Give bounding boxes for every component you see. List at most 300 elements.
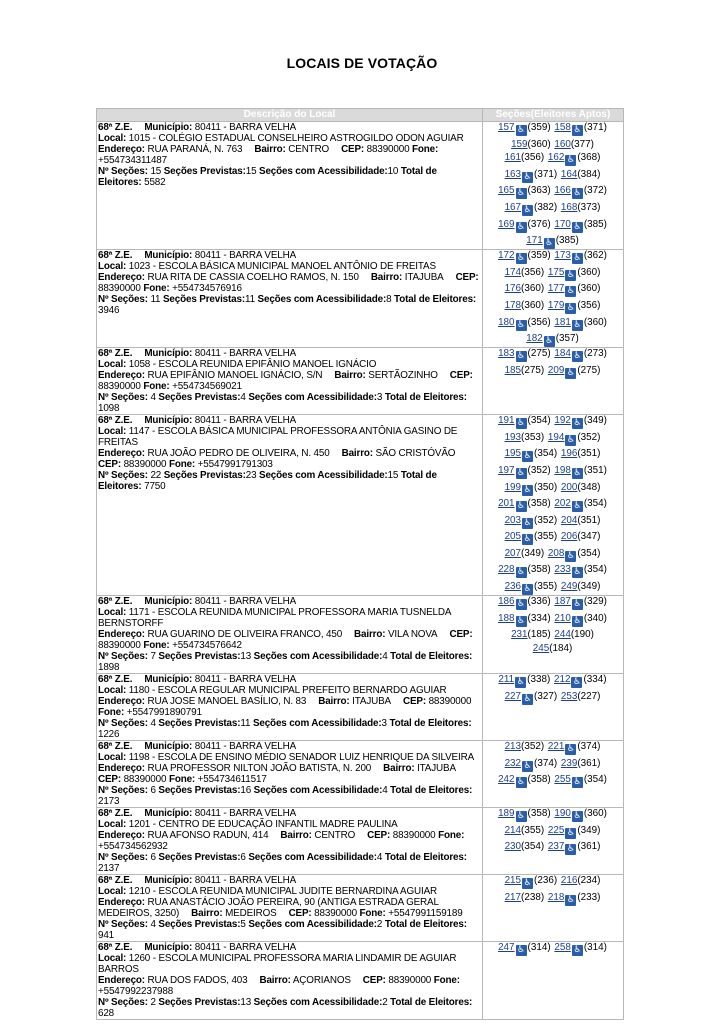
section-link[interactable]: 225: [547, 824, 565, 836]
section-voters: (357): [555, 333, 579, 345]
wheelchair-icon: ♿: [573, 567, 582, 578]
section-voters: (338): [527, 674, 551, 686]
wheelchair-icon: ♿: [573, 221, 582, 232]
bairro-label: Bairro:: [354, 629, 386, 641]
wheelchair-icon: ♿: [523, 760, 532, 771]
location-description: [97, 741, 483, 808]
table-row: [97, 741, 624, 808]
zone-suffix: Z.E.: [114, 674, 133, 686]
table-row: [97, 808, 624, 875]
local-value: 1171 - ESCOLA REUNIDA MUNICIPAL PROFESSORA MARIA TUSNELDA BERNSTORFF: [98, 607, 451, 630]
wheelchair-icon: ♿: [573, 777, 582, 788]
wheelchair-icon: ♿: [566, 744, 575, 755]
local-line: [98, 886, 481, 897]
zone-label: [98, 741, 132, 752]
section-link[interactable]: 178: [504, 299, 522, 311]
section-link[interactable]: 214: [504, 824, 522, 836]
section-line: [484, 498, 622, 512]
section-link[interactable]: 242: [498, 774, 515, 786]
zone-label: [98, 808, 132, 819]
section-entry: [547, 152, 602, 166]
zone-number: 68ª: [98, 808, 113, 820]
section-entry: [548, 267, 602, 278]
section-link[interactable]: 198: [554, 464, 571, 476]
total-eleitores-value: 1226: [98, 729, 120, 741]
section-entry: [505, 432, 546, 443]
local-value: 1198 - ESCOLA DE ENSINO MÉDIO SENADOR LUIZ HENRIQUE DA SILVEIRA: [128, 752, 475, 764]
section-link[interactable]: 228: [498, 564, 515, 576]
section-link[interactable]: 255: [554, 774, 571, 786]
fone-value: +554734569021: [172, 381, 242, 393]
wheelchair-icon: ♿: [517, 567, 526, 578]
section-link[interactable]: 185: [504, 364, 522, 376]
section-voters-count: 334: [530, 612, 548, 624]
section-line: [484, 219, 622, 233]
zone-number: 68ª: [98, 674, 113, 686]
section-link[interactable]: 209: [547, 364, 565, 376]
section-link[interactable]: 201: [498, 498, 515, 510]
section-link[interactable]: 204: [560, 514, 578, 526]
section-link[interactable]: 160: [554, 138, 571, 150]
section-line: [484, 300, 622, 314]
section-link[interactable]: 237: [547, 841, 565, 853]
section-voters-count: 360: [580, 266, 598, 278]
section-link[interactable]: 249: [560, 581, 578, 593]
section-voters-count: 190: [574, 629, 591, 641]
section-link[interactable]: 211: [498, 674, 515, 686]
section-voters: (347): [577, 531, 601, 543]
section-link[interactable]: 189: [498, 808, 515, 820]
municipio-value: 80411 - BARRA VELHA: [194, 348, 297, 360]
section-voters-count: 349: [580, 824, 598, 836]
local-label: Local:: [98, 133, 127, 144]
section-entry: [505, 283, 546, 294]
acessibilidade-label: Seções com Acessibilidade:: [248, 919, 377, 931]
section-link[interactable]: 159: [511, 138, 528, 150]
section-line: [484, 333, 622, 347]
secoes-previstas-value: 4: [240, 392, 246, 404]
location-description: [97, 875, 483, 942]
section-link[interactable]: 169: [498, 218, 515, 230]
section-entry: [505, 841, 546, 852]
fone-label: Fone:: [412, 144, 439, 155]
section-voters: (352): [577, 431, 601, 443]
section-voters: (349): [577, 581, 601, 593]
wheelchair-icon: ♿: [517, 188, 526, 199]
section-line: [484, 774, 622, 788]
local-line: [98, 607, 481, 629]
municipio-label: Município:: [144, 250, 193, 262]
section-voters-count: 349: [524, 547, 541, 559]
section-entry: [554, 219, 608, 230]
section-voters-count: 234: [580, 875, 598, 887]
bairro-value: VILA NOVA: [387, 629, 438, 641]
section-link[interactable]: 221: [547, 741, 565, 753]
fone-value: +554734576916: [172, 283, 242, 295]
total-eleitores-label: Total de Eleitores:: [384, 919, 467, 931]
section-link[interactable]: 218: [547, 891, 565, 903]
section-entry: [533, 643, 574, 654]
section-voters-count: 354: [587, 564, 604, 576]
section-voters-count: 354: [580, 547, 598, 559]
section-link[interactable]: 244: [554, 629, 571, 641]
section-link[interactable]: 181: [554, 316, 571, 328]
local-value: 1260 - ESCOLA MUNICIPAL PROFESSORA MARIA LINDAMIR DE AGUIAR BARROS: [98, 953, 457, 976]
cep-label: CEP:: [455, 272, 479, 284]
section-link[interactable]: 183: [498, 348, 515, 360]
section-link[interactable]: 245: [532, 642, 550, 654]
municipio-label: Município:: [144, 674, 193, 686]
zone-number: 68ª: [98, 250, 113, 262]
section-entry: [505, 892, 546, 903]
section-entry: [498, 564, 552, 578]
section-link[interactable]: 208: [547, 547, 565, 559]
local-value: 1210 - ESCOLA REUNIDA MUNICIPAL JUDITE BERNARDINA AGUIAR: [128, 886, 438, 898]
wheelchair-icon: ♿: [573, 501, 582, 512]
sections-cell: [483, 875, 624, 942]
section-voters: (359): [527, 250, 551, 262]
wheelchair-icon: ♿: [523, 878, 532, 889]
bairro-label: Bairro:: [259, 975, 291, 987]
fone-value: +5547991791303: [197, 459, 273, 471]
ze-municipio-line: [98, 250, 481, 261]
section-link[interactable]: 217: [504, 891, 522, 903]
section-voters-count: 360: [524, 283, 541, 295]
ze-municipio-line: [98, 674, 481, 685]
section-link[interactable]: 173: [554, 250, 571, 262]
section-voters-count: 347: [580, 531, 598, 543]
sections-cell: [483, 596, 624, 674]
section-link[interactable]: 175: [547, 266, 565, 278]
section-link[interactable]: 176: [504, 283, 522, 295]
municipio-label: Município:: [144, 808, 193, 820]
section-voters-count: 355: [537, 581, 554, 593]
section-voters-count: 355: [537, 531, 554, 543]
location-description: [97, 674, 483, 741]
section-line: [484, 875, 622, 889]
section-link[interactable]: 205: [504, 531, 522, 543]
num-secoes-label: Nº Seções:: [98, 852, 148, 864]
section-voters: (354): [583, 564, 607, 576]
section-voters-count: 336: [530, 596, 548, 608]
cep-value: 88390000: [98, 640, 141, 652]
total-eleitores-value: 1098: [98, 403, 120, 415]
section-voters-count: 349: [580, 581, 598, 593]
section-link[interactable]: 190: [554, 808, 571, 820]
section-voters-count: 338: [530, 674, 547, 686]
table-row: [97, 674, 624, 741]
section-voters: (238): [521, 891, 545, 903]
section-voters-count: 356: [524, 152, 541, 164]
wheelchair-icon: ♿: [517, 253, 526, 264]
section-link[interactable]: 180: [498, 316, 515, 328]
num-secoes-label: Nº Seções:: [98, 651, 148, 663]
section-link[interactable]: 182: [526, 333, 543, 345]
section-link[interactable]: 179: [547, 299, 565, 311]
counts-line: [98, 919, 481, 941]
secoes-previstas-label: Seções Previstas:: [158, 919, 241, 931]
bairro-value: ITAJUBA: [352, 696, 391, 708]
section-line: [484, 741, 622, 755]
bairro-value: SERTÃOZINHO: [368, 370, 438, 382]
section-link[interactable]: 174: [504, 266, 522, 278]
section-entry: [505, 825, 546, 836]
section-voters: (371): [534, 168, 558, 180]
wheelchair-icon: ♿: [566, 844, 575, 855]
section-link[interactable]: 195: [504, 448, 522, 460]
section-line: [484, 515, 622, 529]
endereco-value: RUA JOÃO PEDRO DE OLIVEIRA, N. 450: [147, 448, 330, 460]
zone-number: 68ª: [98, 348, 113, 360]
section-link[interactable]: 166: [554, 185, 571, 197]
zone-suffix: Z.E.: [114, 415, 133, 427]
section-link[interactable]: 210: [554, 612, 571, 624]
section-link[interactable]: 177: [547, 283, 565, 295]
section-link[interactable]: 231: [511, 629, 528, 641]
section-entry: [548, 825, 602, 836]
sections-cell: [483, 415, 624, 596]
section-entry: [505, 741, 546, 752]
section-entry: [498, 317, 552, 328]
section-voters: (349): [583, 415, 607, 427]
section-entry: [498, 415, 552, 429]
section-link[interactable]: 206: [560, 531, 578, 543]
section-voters-count: 351: [580, 514, 598, 526]
section-link[interactable]: 163: [504, 168, 522, 180]
section-link[interactable]: 196: [560, 448, 578, 460]
wheelchair-icon: ♿: [523, 204, 532, 215]
section-voters: (359): [527, 122, 551, 133]
section-voters-count: 327: [537, 690, 554, 702]
fone-label: Fone:: [98, 707, 125, 719]
section-voters: (371): [583, 122, 607, 133]
zone-label: [98, 415, 132, 426]
section-link[interactable]: 157: [498, 122, 515, 133]
wheelchair-icon: ♿: [517, 221, 526, 232]
section-line: [484, 596, 622, 610]
section-voters-count: 349: [587, 415, 604, 427]
section-voters: (351): [577, 448, 601, 460]
section-link[interactable]: 253: [560, 690, 578, 702]
local-label: Local:: [98, 685, 127, 697]
section-voters: (373): [577, 201, 601, 213]
municipio-value: 80411 - BARRA VELHA: [194, 808, 297, 820]
section-voters: (354): [534, 448, 558, 460]
section-link[interactable]: 193: [504, 431, 522, 443]
local-label: Local:: [98, 886, 127, 898]
table-body: [97, 122, 624, 1020]
total-eleitores-value: 628: [98, 1008, 115, 1020]
section-line: [484, 122, 622, 136]
section-voters-count: 359: [530, 250, 548, 262]
zone-suffix: Z.E.: [114, 122, 133, 133]
section-link[interactable]: 215: [504, 875, 522, 887]
num-secoes-value: 22: [150, 470, 162, 482]
wheelchair-icon: ♿: [573, 418, 582, 429]
section-voters: (382): [534, 201, 558, 213]
section-line: [484, 942, 622, 956]
section-voters-count: 372: [587, 185, 604, 197]
cep-label: CEP:: [449, 629, 473, 641]
acessibilidade-label: Seções com Acessibilidade:: [253, 785, 383, 797]
local-line: [98, 752, 481, 763]
section-link[interactable]: 247: [498, 942, 515, 954]
local-value: 1058 - ESCOLA REUNIDA EPIFÂNIO MANOEL IGNÁCIO: [128, 359, 377, 371]
section-link[interactable]: 230: [504, 841, 522, 853]
fone-value: +554734562932: [98, 841, 168, 853]
cep-label: CEP:: [402, 696, 426, 708]
fone-value: +5547992237988: [98, 986, 174, 998]
endereco-value: RUA EPIFÂNIO MANOEL IGNÁCIO, S/N: [147, 370, 323, 382]
municipio-label: Município:: [144, 348, 193, 360]
section-link[interactable]: 227: [504, 690, 522, 702]
section-entry: [505, 365, 546, 376]
section-link[interactable]: 191: [498, 415, 515, 427]
section-voters: (351): [577, 514, 601, 526]
section-link[interactable]: 216: [560, 875, 578, 887]
section-voters: (354): [521, 841, 545, 853]
municipio-label: Município:: [144, 415, 193, 427]
section-link[interactable]: 200: [560, 481, 578, 493]
column-header-description: Descrição do Local: [97, 109, 483, 122]
section-voters-count: 354: [524, 841, 541, 853]
secoes-previstas-value: 11: [240, 718, 251, 730]
section-voters: (374): [534, 757, 558, 769]
cep-value: 88390000: [98, 283, 141, 295]
wheelchair-icon: ♿: [573, 467, 582, 478]
section-voters-count: 273: [587, 348, 604, 360]
bairro-label: Bairro:: [280, 830, 312, 842]
section-link[interactable]: 203: [504, 514, 522, 526]
section-voters: (385): [555, 235, 579, 247]
fone-value: +554734311487: [98, 155, 167, 166]
wheelchair-icon: ♿: [517, 319, 526, 330]
zone-label: [98, 942, 132, 953]
section-link[interactable]: 213: [504, 741, 522, 753]
municipio-value: 80411 - BARRA VELHA: [194, 250, 297, 262]
section-line: [484, 808, 622, 822]
cep-value: 88390000: [123, 459, 167, 471]
section-link[interactable]: 168: [560, 201, 578, 213]
counts-line: [98, 852, 481, 874]
section-link[interactable]: 236: [504, 581, 522, 593]
section-entry: [505, 300, 546, 311]
wheelchair-icon: ♿: [573, 253, 582, 264]
section-link[interactable]: 202: [554, 498, 571, 510]
section-line: [484, 892, 622, 906]
ze-municipio-line: [98, 942, 481, 953]
secoes-previstas-value: 11: [245, 294, 255, 306]
section-link[interactable]: 172: [498, 250, 515, 262]
section-entry: [498, 808, 552, 822]
section-link[interactable]: 233: [554, 564, 571, 576]
section-entry: [554, 596, 608, 610]
section-link[interactable]: 165: [498, 185, 515, 197]
section-link[interactable]: 158: [554, 122, 571, 133]
section-link[interactable]: 187: [554, 596, 571, 608]
section-link[interactable]: 194: [547, 431, 565, 443]
section-link[interactable]: 186: [498, 596, 515, 608]
section-voters-count: 358: [530, 808, 548, 820]
section-link[interactable]: 197: [498, 464, 515, 476]
section-link[interactable]: 171: [526, 235, 543, 247]
section-line: [484, 202, 622, 216]
secoes-previstas-label: Seções Previstas:: [158, 651, 241, 663]
section-voters: (348): [577, 481, 601, 493]
section-link[interactable]: 192: [554, 415, 571, 427]
section-link[interactable]: 170: [554, 218, 571, 230]
section-line: [484, 482, 622, 496]
section-link[interactable]: 161: [504, 152, 522, 164]
wheelchair-icon: ♿: [523, 584, 532, 595]
wheelchair-icon: ♿: [517, 501, 526, 512]
acessibilidade-value: 3: [376, 392, 383, 404]
section-line: [484, 185, 622, 199]
section-link[interactable]: 167: [504, 201, 522, 213]
section-link[interactable]: 258: [554, 942, 571, 954]
wheelchair-icon: ♿: [573, 351, 582, 362]
section-entry: [505, 482, 559, 493]
wheelchair-icon: ♿: [566, 550, 575, 561]
section-entry: [498, 219, 552, 230]
section-voters: (356): [527, 316, 551, 328]
section-link[interactable]: 232: [504, 757, 522, 769]
cep-label: CEP:: [362, 975, 386, 987]
local-label: Local:: [98, 607, 127, 619]
secoes-previstas-label: Seções Previstas:: [158, 997, 241, 1009]
section-entry: [498, 250, 552, 264]
num-secoes-label: Nº Seções:: [98, 470, 148, 482]
section-voters: (354): [577, 547, 601, 559]
section-voters-count: 373: [580, 201, 598, 213]
section-line: [484, 415, 622, 429]
section-voters-count: 275: [580, 364, 598, 376]
secoes-previstas-label: Seções Previstas:: [163, 470, 246, 482]
section-voters: (363): [527, 185, 551, 197]
wheelchair-icon: ♿: [517, 945, 526, 956]
section-line: [484, 267, 622, 281]
ze-municipio-line: [98, 122, 481, 133]
section-link[interactable]: 184: [554, 348, 571, 360]
section-entry: [561, 581, 602, 592]
wheelchair-icon: ♿: [516, 677, 525, 688]
bairro-label: Bairro:: [334, 370, 366, 382]
ze-municipio-line: [98, 348, 481, 359]
section-entry: [548, 365, 602, 376]
municipio-value: 80411 - BARRA VELHA: [194, 674, 297, 686]
section-link[interactable]: 239: [560, 757, 578, 769]
zone-label: [98, 348, 132, 359]
section-entry: [554, 122, 608, 133]
section-link[interactable]: 212: [554, 674, 571, 686]
num-secoes-value: 4: [150, 718, 156, 730]
section-voters-count: 184: [552, 642, 569, 654]
local-value: 1015 - COLÉGIO ESTADUAL CONSELHEIRO ASTROGILDO ODON AGUIAR: [128, 133, 464, 144]
section-link[interactable]: 164: [560, 168, 578, 180]
local-line: [98, 133, 481, 144]
section-link[interactable]: 188: [498, 612, 515, 624]
section-line: [484, 152, 622, 166]
cep-value: 88390000: [428, 696, 472, 708]
section-entry: [505, 515, 559, 526]
fone-label: Fone:: [359, 908, 386, 920]
section-line: [484, 758, 622, 772]
section-link[interactable]: 199: [504, 481, 522, 493]
address-line: [98, 629, 481, 651]
counts-line: [98, 785, 481, 807]
section-link[interactable]: 162: [547, 152, 565, 164]
section-link[interactable]: 207: [504, 547, 522, 559]
